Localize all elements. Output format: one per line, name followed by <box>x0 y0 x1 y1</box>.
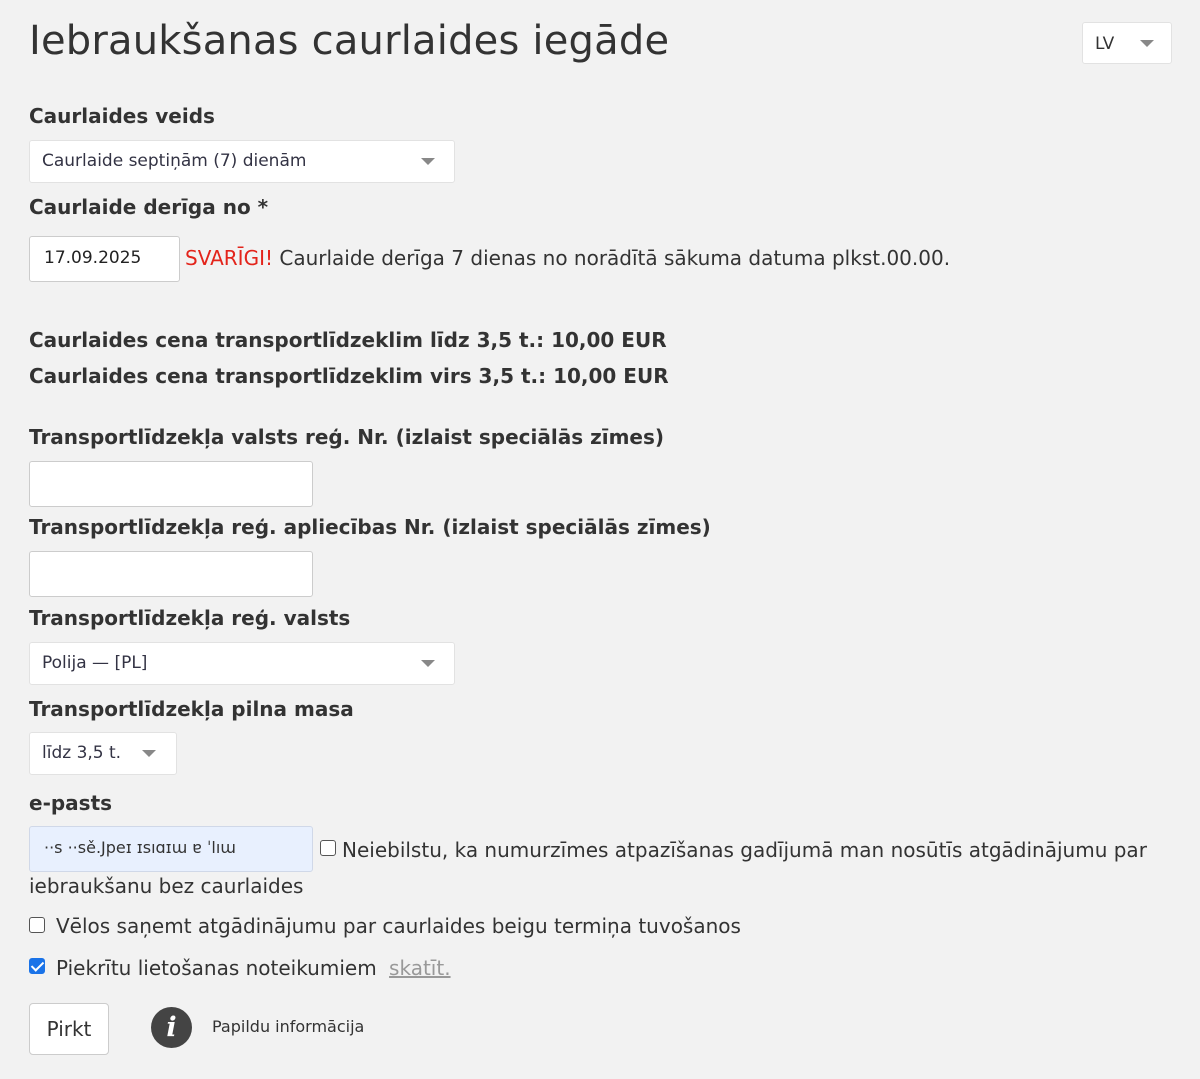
plate-recognition-consent-line2: iebraukšanu bez caurlaides <box>29 874 304 898</box>
plate-number-input[interactable] <box>29 461 313 507</box>
chevron-down-icon <box>421 660 435 667</box>
chevron-down-icon <box>142 750 156 757</box>
plate-recognition-consent-checkbox[interactable] <box>320 840 336 856</box>
chevron-down-icon <box>421 158 435 165</box>
country-select[interactable] <box>29 642 455 685</box>
pass-type-select[interactable] <box>29 140 455 183</box>
mass-select[interactable] <box>29 732 177 775</box>
terms-view-link[interactable]: skatīt. <box>389 956 451 980</box>
plate-recognition-consent-line1: Neiebilstu, ka numurzīmes atpazīšanas gadījumā man nosūtīs atgādinājumu par <box>342 838 1147 862</box>
expiry-reminder-checkbox[interactable] <box>29 917 45 933</box>
terms-checkbox[interactable] <box>29 958 45 974</box>
expiry-reminder-label: Vēlos saņemt atgādinājumu par caurlaides beigu termiņa tuvošanos <box>56 914 741 938</box>
price-over-3-5t: Caurlaides cena transportlīdzeklim virs 3,5 t.: 10,00 EUR <box>29 364 669 388</box>
country-value: Polija — [PL] <box>42 653 148 673</box>
country-label: Transportlīdzekļa reģ. valsts <box>29 606 351 630</box>
pass-type-label: Caurlaides veids <box>29 104 215 128</box>
terms-label: Piekrītu lietošanas noteikumiem <box>56 956 377 980</box>
validity-note <box>185 246 950 270</box>
pass-type-value: Caurlaide septiņām (7) dienām <box>42 151 307 171</box>
buy-button[interactable]: Pirkt <box>29 1003 109 1055</box>
important-label: SVARĪGI! <box>185 246 273 270</box>
email-input[interactable] <box>29 826 313 872</box>
info-icon[interactable]: i <box>151 1007 192 1048</box>
additional-info-link[interactable]: Papildu informācija <box>212 1017 365 1036</box>
terms-label-row <box>56 956 451 980</box>
language-value: LV <box>1095 34 1115 54</box>
validity-note-text: Caurlaide derīga 7 dienas no norādītā sākuma datuma plkst.00.00. <box>273 246 951 270</box>
mass-value: līdz 3,5 t. <box>42 743 122 763</box>
email-value: ··s ··sě.Jpeɪ ɪsıɑɪɯ ɐ ˈlıɯ <box>44 838 236 857</box>
plate-label: Transportlīdzekļa valsts reģ. Nr. (izlaist speciālās zīmes) <box>29 425 665 449</box>
reg-certificate-input[interactable] <box>29 551 313 597</box>
mass-label: Transportlīdzekļa pilna masa <box>29 697 354 721</box>
email-label: e-pasts <box>29 791 113 815</box>
language-select[interactable] <box>1082 22 1172 64</box>
price-up-to-3-5t: Caurlaides cena transportlīdzeklim līdz 3,5 t.: 10,00 EUR <box>29 328 667 352</box>
valid-from-date-input[interactable] <box>29 236 180 282</box>
reg-certificate-label: Transportlīdzekļa reģ. apliecības Nr. (izlaist speciālās zīmes) <box>29 515 711 539</box>
valid-from-value: 17.09.2025 <box>44 248 142 268</box>
valid-from-label: Caurlaide derīga no * <box>29 195 269 219</box>
page-title: Iebraukšanas caurlaides iegāde <box>29 18 670 64</box>
chevron-down-icon <box>1140 40 1154 47</box>
